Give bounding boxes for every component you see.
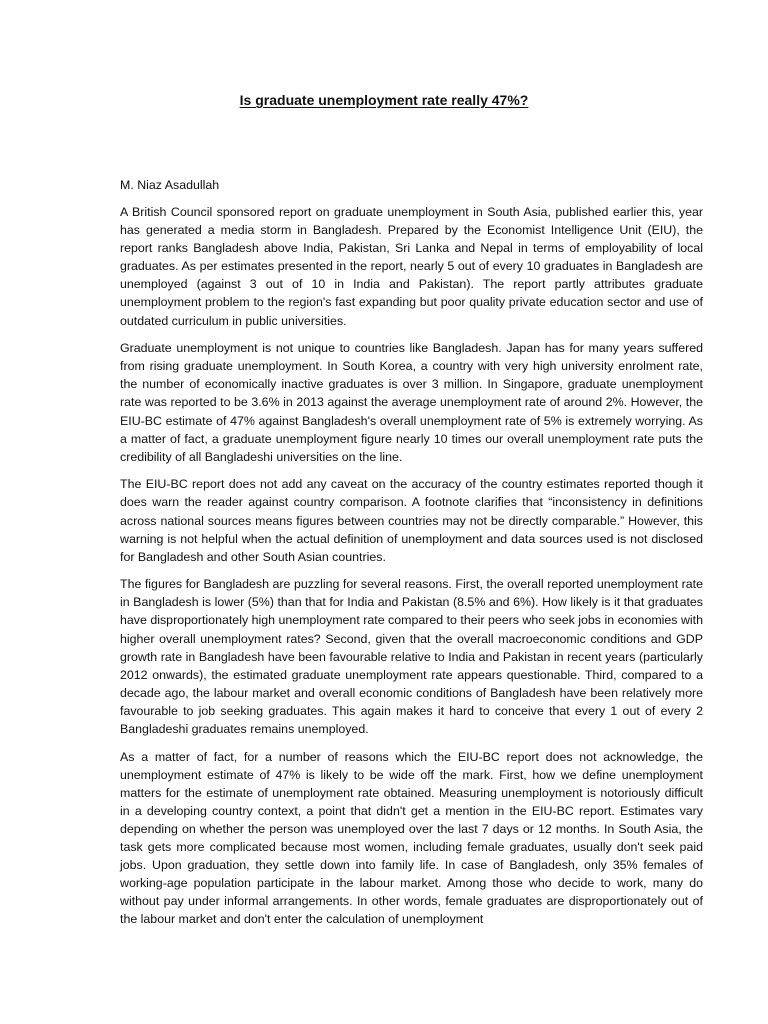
author-name: M. Niaz Asadullah bbox=[120, 178, 220, 192]
paragraph-2: Graduate unemployment is not unique to countries like Bangladesh. Japan has for many years suffered from rising graduate unemployment. In South Korea, a country with very high university enrolment rate, the number of economically inactive graduates is over 3 million. In Singapore, graduate unemployment rate was reported to be 3.6% in 2013 against the average unemployment rate of around 2%. However, the EIU-BC estimate of 47% against Bangladesh's overall unemployment rate of 5% is extremely worrying. As a matter of fact, a graduate unemployment figure nearly 10 times our overall unemployment rate puts the credibility of all Bangladeshi universities on the line. bbox=[120, 341, 703, 464]
article-title: Is graduate unemployment rate really 47%? bbox=[239, 92, 529, 108]
paragraph-3: The EIU-BC report does not add any caveat on the accuracy of the country estimates reported though it does warn the reader against country comparison. A footnote clarifies that “inconsistency in definitions across national sources means figures between countries may not be directly comparable.” However, this warning is not helpful when the actual definition of unemployment and data sources used is not disclosed for Bangladesh and other South Asian countries. bbox=[120, 477, 703, 564]
paragraph-4: The figures for Bangladesh are puzzling for several reasons. First, the overall reported unemployment rate in Bangladesh is lower (5%) than that for India and Pakistan (8.5% and 6%). How likely is it that graduates have disproportionately high unemployment rate compared to their peers who seek jobs in economies with higher overall unemployment rates? Second, given that the overall macroeconomic conditions and GDP growth rate in Bangladesh have been favourable relative to India and Pakistan in recent years (particularly 2012 onwards), the estimated graduate unemployment rate appears questionable. Third, compared to a decade ago, the labour market and overall economic conditions of Bangladesh have been relatively more favourable to job seeking graduates. This again makes it hard to conceive that every 1 out of every 2 Bangladeshi graduates remains unemployed. bbox=[120, 577, 703, 737]
paragraph-5: As a matter of fact, for a number of reasons which the EIU-BC report does not acknowledge, the unemployment estimate of 47% is likely to be wide off the mark. First, how we define unemployment matters for the estimate of unemployment rate obtained. Measuring unemployment is notoriously difficult in a developing country context, a point that didn't get a mention in the EIU-BC report. Estimates vary depending on whether the person was unemployed over the last 7 days or 12 months. In South Asia, the task gets more complicated because most women, including female graduates, usually don't seek paid jobs. Upon graduation, they settle down into family life. In case of Bangladesh, only 35% females of working-age population participate in the labour market. Among those who decide to work, many do without pay under informal arrangements. In other words, female graduates are disproportionately out of the labour market and don't enter the calculation of unemployment bbox=[120, 749, 703, 927]
paragraph-1: A British Council sponsored report on graduate unemployment in South Asia, published earlier this, year has generated a media storm in Bangladesh. Prepared by the Economist Intelligence Unit (EIU), the report ranks Bangladesh above India, Pakistan, Sri Lanka and Nepal in terms of employability of local graduates. As per estimates presented in the report, nearly 5 out of every 10 graduates in Bangladesh are unemployed (against 3 out of 10 in India and Pakistan). The report partly attributes graduate unemployment problem to the region's fast expanding but poor quality private education sector and use of outdated curriculum in public universities. bbox=[120, 205, 703, 328]
article-body bbox=[120, 176, 703, 938]
